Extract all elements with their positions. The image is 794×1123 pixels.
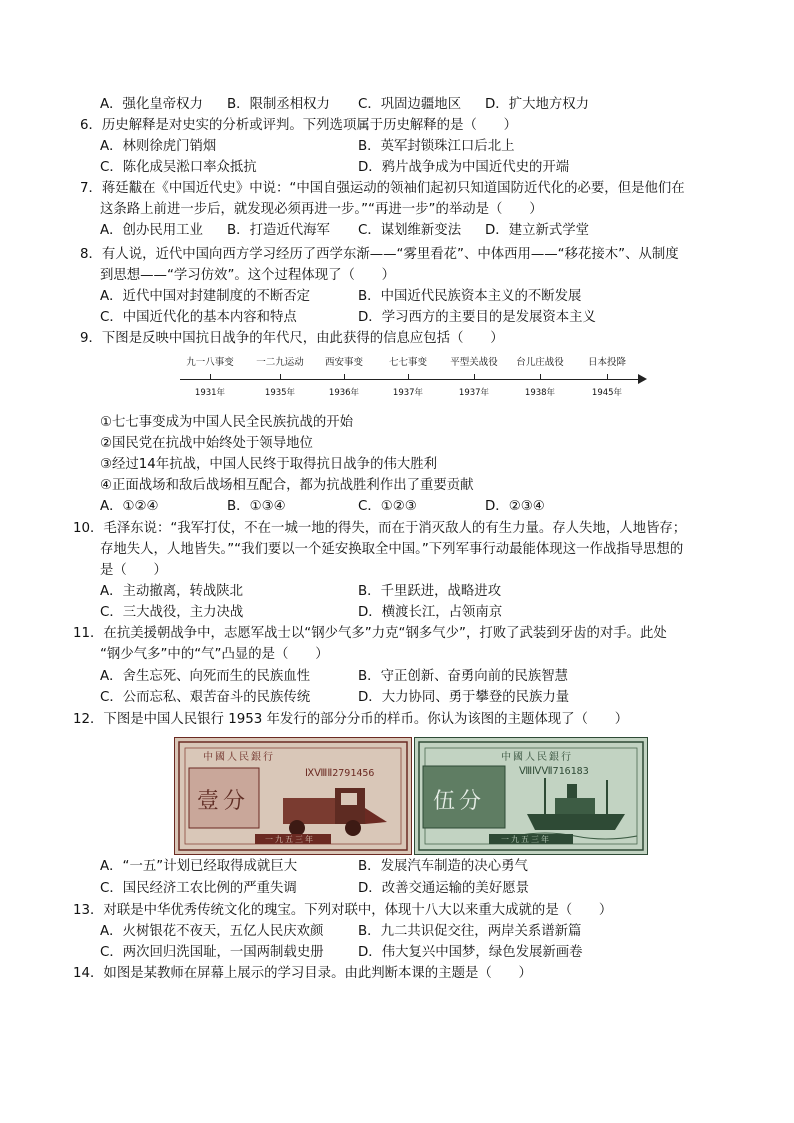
timeline-year: 1937年 <box>458 388 490 398</box>
timeline-tick <box>607 374 608 380</box>
q9-option-a: A．①②④ <box>100 499 159 514</box>
q9-statement-1: ①七七事变成为中国人民全民族抗战的开始 <box>100 415 354 430</box>
q9-statement-3: ③经过14年抗战，中国人民终于取得抗日战争的伟大胜利 <box>100 457 438 472</box>
timeline-tick <box>408 374 409 380</box>
note2-year: 一九五三年 <box>501 835 551 844</box>
q5-option-d: D．扩大地方权力 <box>485 97 590 112</box>
q13-option-b: B．九二共识促交往，两岸关系谱新篇 <box>358 924 582 939</box>
q10-option-c: C．三大战役，主力决战 <box>100 605 244 620</box>
q9-option-b: B．①③④ <box>227 499 286 514</box>
note1-bank-name: 中國人民銀行 <box>203 752 275 763</box>
q8-option-a: A．近代中国对封建制度的不断否定 <box>100 289 311 304</box>
q10-stem-line1: 10．毛泽东说：“我军打仗，不在一城一地的得失，而在于消灭敌人的有生力量。存人失地，人地皆存； <box>73 521 687 536</box>
timeline-event: 一二九运动 <box>256 357 304 368</box>
q14-stem: 14．如图是某教师在屏幕上展示的学习目录。由此判断本课的主题是（ ） <box>73 966 532 981</box>
q11-option-b: B．守正创新、奋勇向前的民族智慧 <box>358 669 569 684</box>
q6-option-c: C．陈化成吴淞口率众抵抗 <box>100 160 257 175</box>
note1-year: 一九五三年 <box>265 835 315 844</box>
q7-option-a: A．创办民用工业 <box>100 223 203 238</box>
timeline-year: 1931年 <box>194 388 226 398</box>
q10-option-b: B．千里跃进，战略进攻 <box>358 584 502 599</box>
timeline-year: 1945年 <box>591 388 623 398</box>
q12-option-c: C．国民经济工农比例的严重失调 <box>100 881 297 896</box>
q11-stem-line1: 11．在抗美援朝战争中，志愿军战士以“钢少气多”力克“钢多气少”，打败了武装到牙齿的对手。此处 <box>73 626 667 641</box>
q8-option-b: B．中国近代民族资本主义的不断发展 <box>358 289 582 304</box>
timeline-event: 台儿庄战役 <box>516 357 564 368</box>
timeline-tick <box>344 374 345 380</box>
timeline-tick <box>540 374 541 380</box>
q13-stem: 13．对联是中华优秀传统文化的瑰宝。下列对联中，体现十八大以来重大成就的是（ ） <box>73 903 613 918</box>
q10-option-d: D．横渡长江，占领南京 <box>358 605 503 620</box>
q12-option-d: D．改善交通运输的美好愿景 <box>358 881 529 896</box>
timeline-event: 九一八事变 <box>186 357 234 368</box>
q8-option-c: C．中国近代化的基本内容和特点 <box>100 310 297 325</box>
q13-option-c: C．两次回归洗国耻，一国两制载史册 <box>100 945 324 960</box>
timeline-year: 1936年 <box>328 388 360 398</box>
q9-statement-4: ④正面战场和敌后战场相互配合，都为抗战胜利作出了重要贡献 <box>100 478 474 493</box>
q10-stem-line3: 是（ ） <box>100 563 167 578</box>
q7-stem-line1: 7．蒋廷黻在《中国近代史》中说：“中国自强运动的领袖们起初只知道国防近代化的必要，但是他们在 <box>80 181 685 196</box>
q5-option-a: A．强化皇帝权力 <box>100 97 203 112</box>
q5-option-c: C．巩固边疆地区 <box>358 97 462 112</box>
banknote-figure <box>174 737 646 853</box>
note2-denomination: 伍分 <box>433 789 486 814</box>
five-fen-banknote <box>414 737 648 855</box>
timeline-tick <box>474 374 475 380</box>
q9-stem: 9．下图是反映中国抗日战争的年代尺，由此获得的信息应包括（ ） <box>80 331 504 346</box>
timeline-year: 1938年 <box>524 388 556 398</box>
timeline-tick <box>280 374 281 380</box>
q10-option-a: A．主动撤离，转战陕北 <box>100 584 244 599</box>
q7-stem-line2: 这条路上前进一步后，就发现必须再进一步。”“再进一步”的举动是（ ） <box>100 202 543 217</box>
q9-option-d: D．②③④ <box>485 499 545 514</box>
q8-stem-line1: 8．有人说，近代中国向西方学习经历了西学东渐——“雾里看花”、中体西用——“移花接木”、从制度 <box>80 247 679 262</box>
timeline-event: 七七事变 <box>388 357 428 368</box>
q10-stem-line2: 存地失人，人地皆失。”“我们要以一个延安换取全中国。”下列军事行动最能体现这一作战指导思想的 <box>100 542 684 557</box>
note1-serial: ⅨⅧⅡ2791456 <box>305 768 375 779</box>
one-fen-banknote <box>174 737 412 855</box>
q12-option-a: A．“一五”计划已经取得成就巨大 <box>100 859 298 874</box>
q11-option-d: D．大力协同、勇于攀登的民族力量 <box>358 690 570 705</box>
q11-option-c: C．公而忘私、艰苦奋斗的民族传统 <box>100 690 311 705</box>
q6-option-d: D．鸦片战争成为中国近代史的开端 <box>358 160 570 175</box>
q9-statement-2: ②国民党在抗战中始终处于领导地位 <box>100 436 313 451</box>
note2-serial: ⅧⅣⅦ716183 <box>519 766 589 777</box>
q5-option-b: B．限制丞相权力 <box>227 97 330 112</box>
q7-option-d: D．建立新式学堂 <box>485 223 590 238</box>
q13-option-a: A．火树银花不夜天，五亿人民庆欢颜 <box>100 924 324 939</box>
q12-option-b: B．发展汽车制造的决心勇气 <box>358 859 528 874</box>
timeline-year: 1935年 <box>264 388 296 398</box>
note2-bank-name: 中國人民銀行 <box>501 752 573 763</box>
war-timeline-figure <box>170 352 650 408</box>
q6-stem: 6．历史解释是对史实的分析或评判。下列选项属于历史解释的是（ ） <box>80 118 518 133</box>
timeline-tick <box>210 374 211 380</box>
timeline-axis <box>180 379 642 380</box>
q6-option-b: B．英军封锁珠江口后北上 <box>358 139 515 154</box>
q11-stem-line2: “钢少气多”中的“气”凸显的是（ ） <box>100 647 329 662</box>
timeline-event: 日本投降 <box>587 357 627 368</box>
q7-option-b: B．打造近代海军 <box>227 223 330 238</box>
timeline-event: 平型关战役 <box>450 357 498 368</box>
ship-icon <box>515 778 637 839</box>
q9-option-c: C．①②③ <box>358 499 417 514</box>
q8-stem-line2: 到思想——“学习仿效”。这个过程体现了（ ） <box>100 268 396 283</box>
timeline-event: 西安事变 <box>324 357 364 368</box>
timeline-arrow-icon <box>638 374 647 384</box>
timeline-year: 1937年 <box>392 388 424 398</box>
q12-stem: 12．下图是中国人民银行 1953 年发行的部分分币的样币。你认为该图的主题体现了（ ） <box>73 712 629 727</box>
q7-option-c: C．谋划维新变法 <box>358 223 462 238</box>
q11-option-a: A．舍生忘死、向死而生的民族血性 <box>100 669 311 684</box>
truck-icon <box>283 788 387 836</box>
note1-denomination: 壹分 <box>197 789 250 814</box>
q13-option-d: D．伟大复兴中国梦，绿色发展新画卷 <box>358 945 583 960</box>
q6-option-a: A．林则徐虎门销烟 <box>100 139 217 154</box>
q8-option-d: D．学习西方的主要目的是发展资本主义 <box>358 310 596 325</box>
